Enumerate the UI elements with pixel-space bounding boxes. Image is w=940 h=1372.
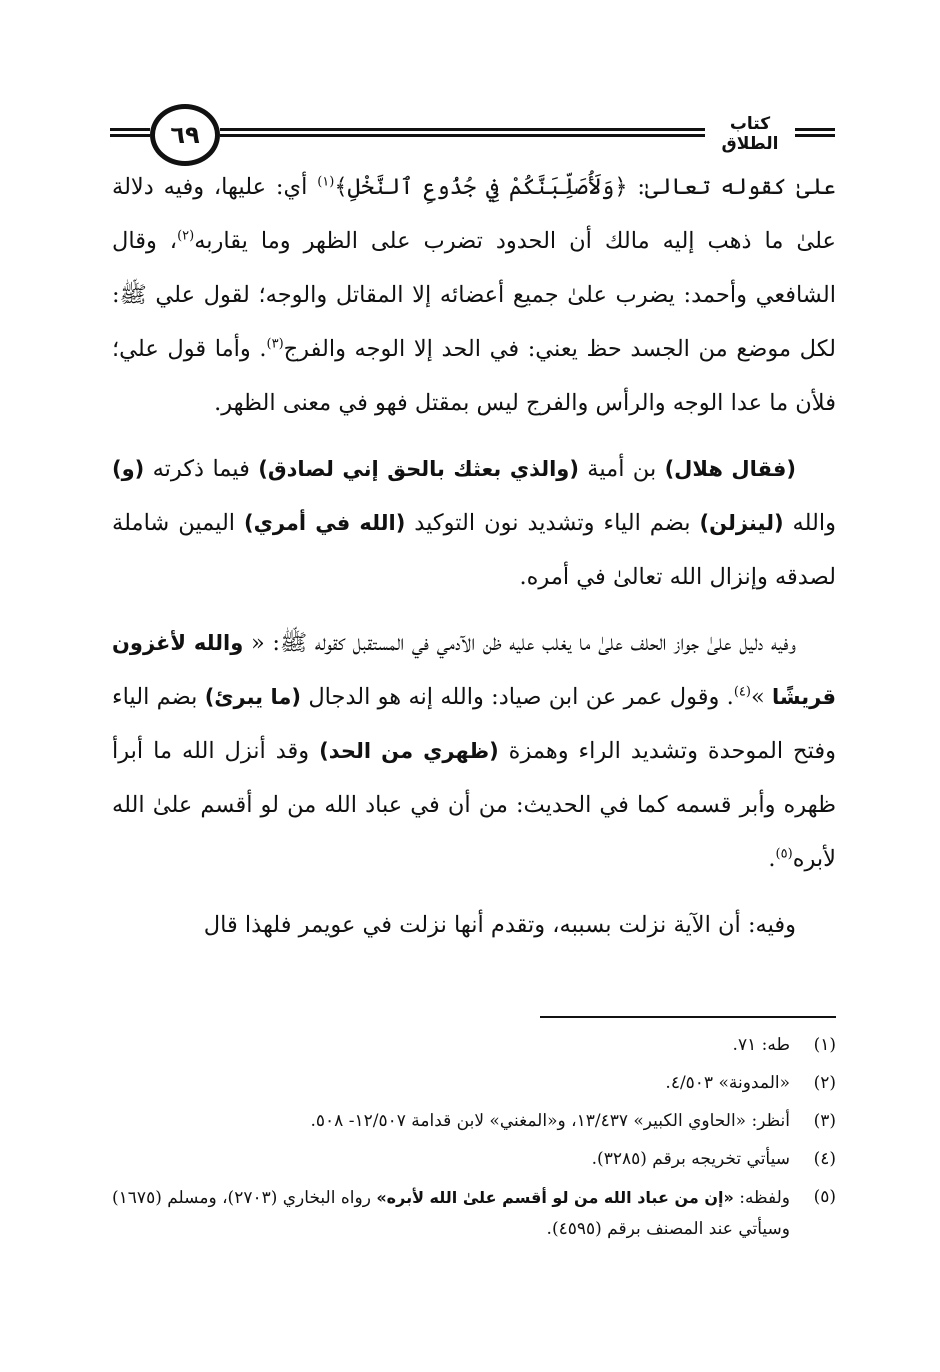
footnote-ref: (٣) [266,336,284,352]
bold-phrase: (ما يبرئ) [204,685,302,709]
text-run: . [768,846,776,872]
footnote [112,1182,836,1245]
main-text [112,160,836,952]
text-run: وفيه دليل علىٰ جواز الحلف علىٰ ما يغلب عليه ظن الآدمي في المستقبل كقوله ﷺ: « [243,630,796,656]
bold-phrase: (لينزلن) [699,511,784,535]
text-run: » [750,684,773,710]
text-run: وقد أنزل الله ما أبرأ ظهره وأبر قسمه كما في الحديث: من أن في عباد الله من لو أقسم علىٰ الله لأبره [112,738,836,872]
footnote-text [112,1182,790,1245]
text-run: بضم الياء وفتح الموحدة وتشديد الراء وهمزة [112,684,836,764]
paragraph [112,898,836,952]
text-run: اليمين شاملة لصدقه وإنزال الله تعالىٰ في أمره. [112,510,836,590]
paragraph [112,160,836,430]
footnote-text: طه: ٧١. [732,1035,790,1055]
bold-phrase: (و) [112,457,145,481]
text-run: علىٰ كقوله تعالىٰ: ﴿وَلَأُصَلِّبَنَّكُمْ فِي جُذُوعِ ٱلنَّخْلِ﴾ [334,174,836,200]
bold-phrase: (ظهري من الحد) [319,739,499,763]
footnote [112,1068,836,1099]
text-run: بن أمية [578,456,665,482]
text-run: وفيه: أن الآية نزلت بسببه، وتقدم أنها نزلت في عويمر فلهذا قال [203,912,796,938]
text-run: والله [783,510,837,536]
text-run: ولفظه: [733,1188,790,1208]
text-run: أي: عليها، وفيه دلالة علىٰ ما ذهب إليه مالك أن الحدود تضرب على الظهر وما يقاربه [112,174,836,254]
bold-phrase: «إن من عباد الله من لو أقسم علىٰ الله لأبره» [376,1188,734,1207]
footnote [112,1030,836,1061]
footnote [112,1144,836,1175]
text-run: ، وقال الشافعي وأحمد: يضرب علىٰ جميع أعضائه إلا المقاتل والوجه؛ لقول علي ﷺ: لكل موضع من الجسد حظ يعني: في الحد إلا الوجه والفرج [112,228,836,362]
footnote-text: أنظر: «الحاوي الكبير» ١٣/٤٣٧، و«المغني» لابن قدامة ١٢/٥٠٧- ٥٠٨. [310,1111,790,1131]
header-rule [110,128,150,131]
footnotes [112,1030,836,1252]
book-title: كتاب الطلاق [721,114,779,154]
text-run: . وقول عمر عن ابن صياد: والله إنه هو الدجال [301,684,734,710]
text-run: فيما ذكرته [144,456,259,482]
footnote-text: «المدونة» ٤/٥٠٣. [665,1073,790,1093]
footnote-ref: (١) [317,174,335,190]
footnote-ref: (٥) [775,846,793,862]
footnote-number: (٣) [813,1111,836,1131]
paragraph [112,616,836,886]
footnote [112,1106,836,1137]
header-rule [110,134,150,137]
footnote-number: (١) [813,1035,836,1055]
footnote-ref: (٢) [177,228,195,244]
footnote-ref: (٤) [733,684,751,700]
footnote-number: (٤) [813,1149,836,1169]
footnote-number: (٥) [813,1187,836,1207]
bold-phrase: (فقال هلال) [664,457,796,481]
paragraph [112,442,836,604]
header-rule [220,128,705,131]
header-rule [795,128,835,131]
header-rule [220,134,705,137]
page-number: ٦٩ [150,104,220,166]
text-run: بضم الياء وتشديد نون التوكيد [405,510,700,536]
footnote-text: سيأتي تخريجه برقم (٣٢٨٥). [591,1149,790,1169]
bold-phrase: (والذي بعثك بالحق إني لصادق) [258,457,579,481]
footnote-number: (٢) [813,1073,836,1093]
text-run: . وأما قول علي؛ فلأن ما عدا الوجه والرأس والفرج ليس بمقتل فهو في معنى الظهر. [112,336,836,416]
header-rule [795,134,835,137]
text-run: رواه البخاري (٢٧٠٣)، ومسلم (١٦٧٥) وسيأتي عند المصنف برقم (٤٥٩٥). [112,1188,790,1239]
bold-phrase: (الله في أمري) [244,511,406,535]
footnote-separator [540,1016,836,1018]
bold-phrase: والله لأغزون قريشًا [112,631,836,709]
